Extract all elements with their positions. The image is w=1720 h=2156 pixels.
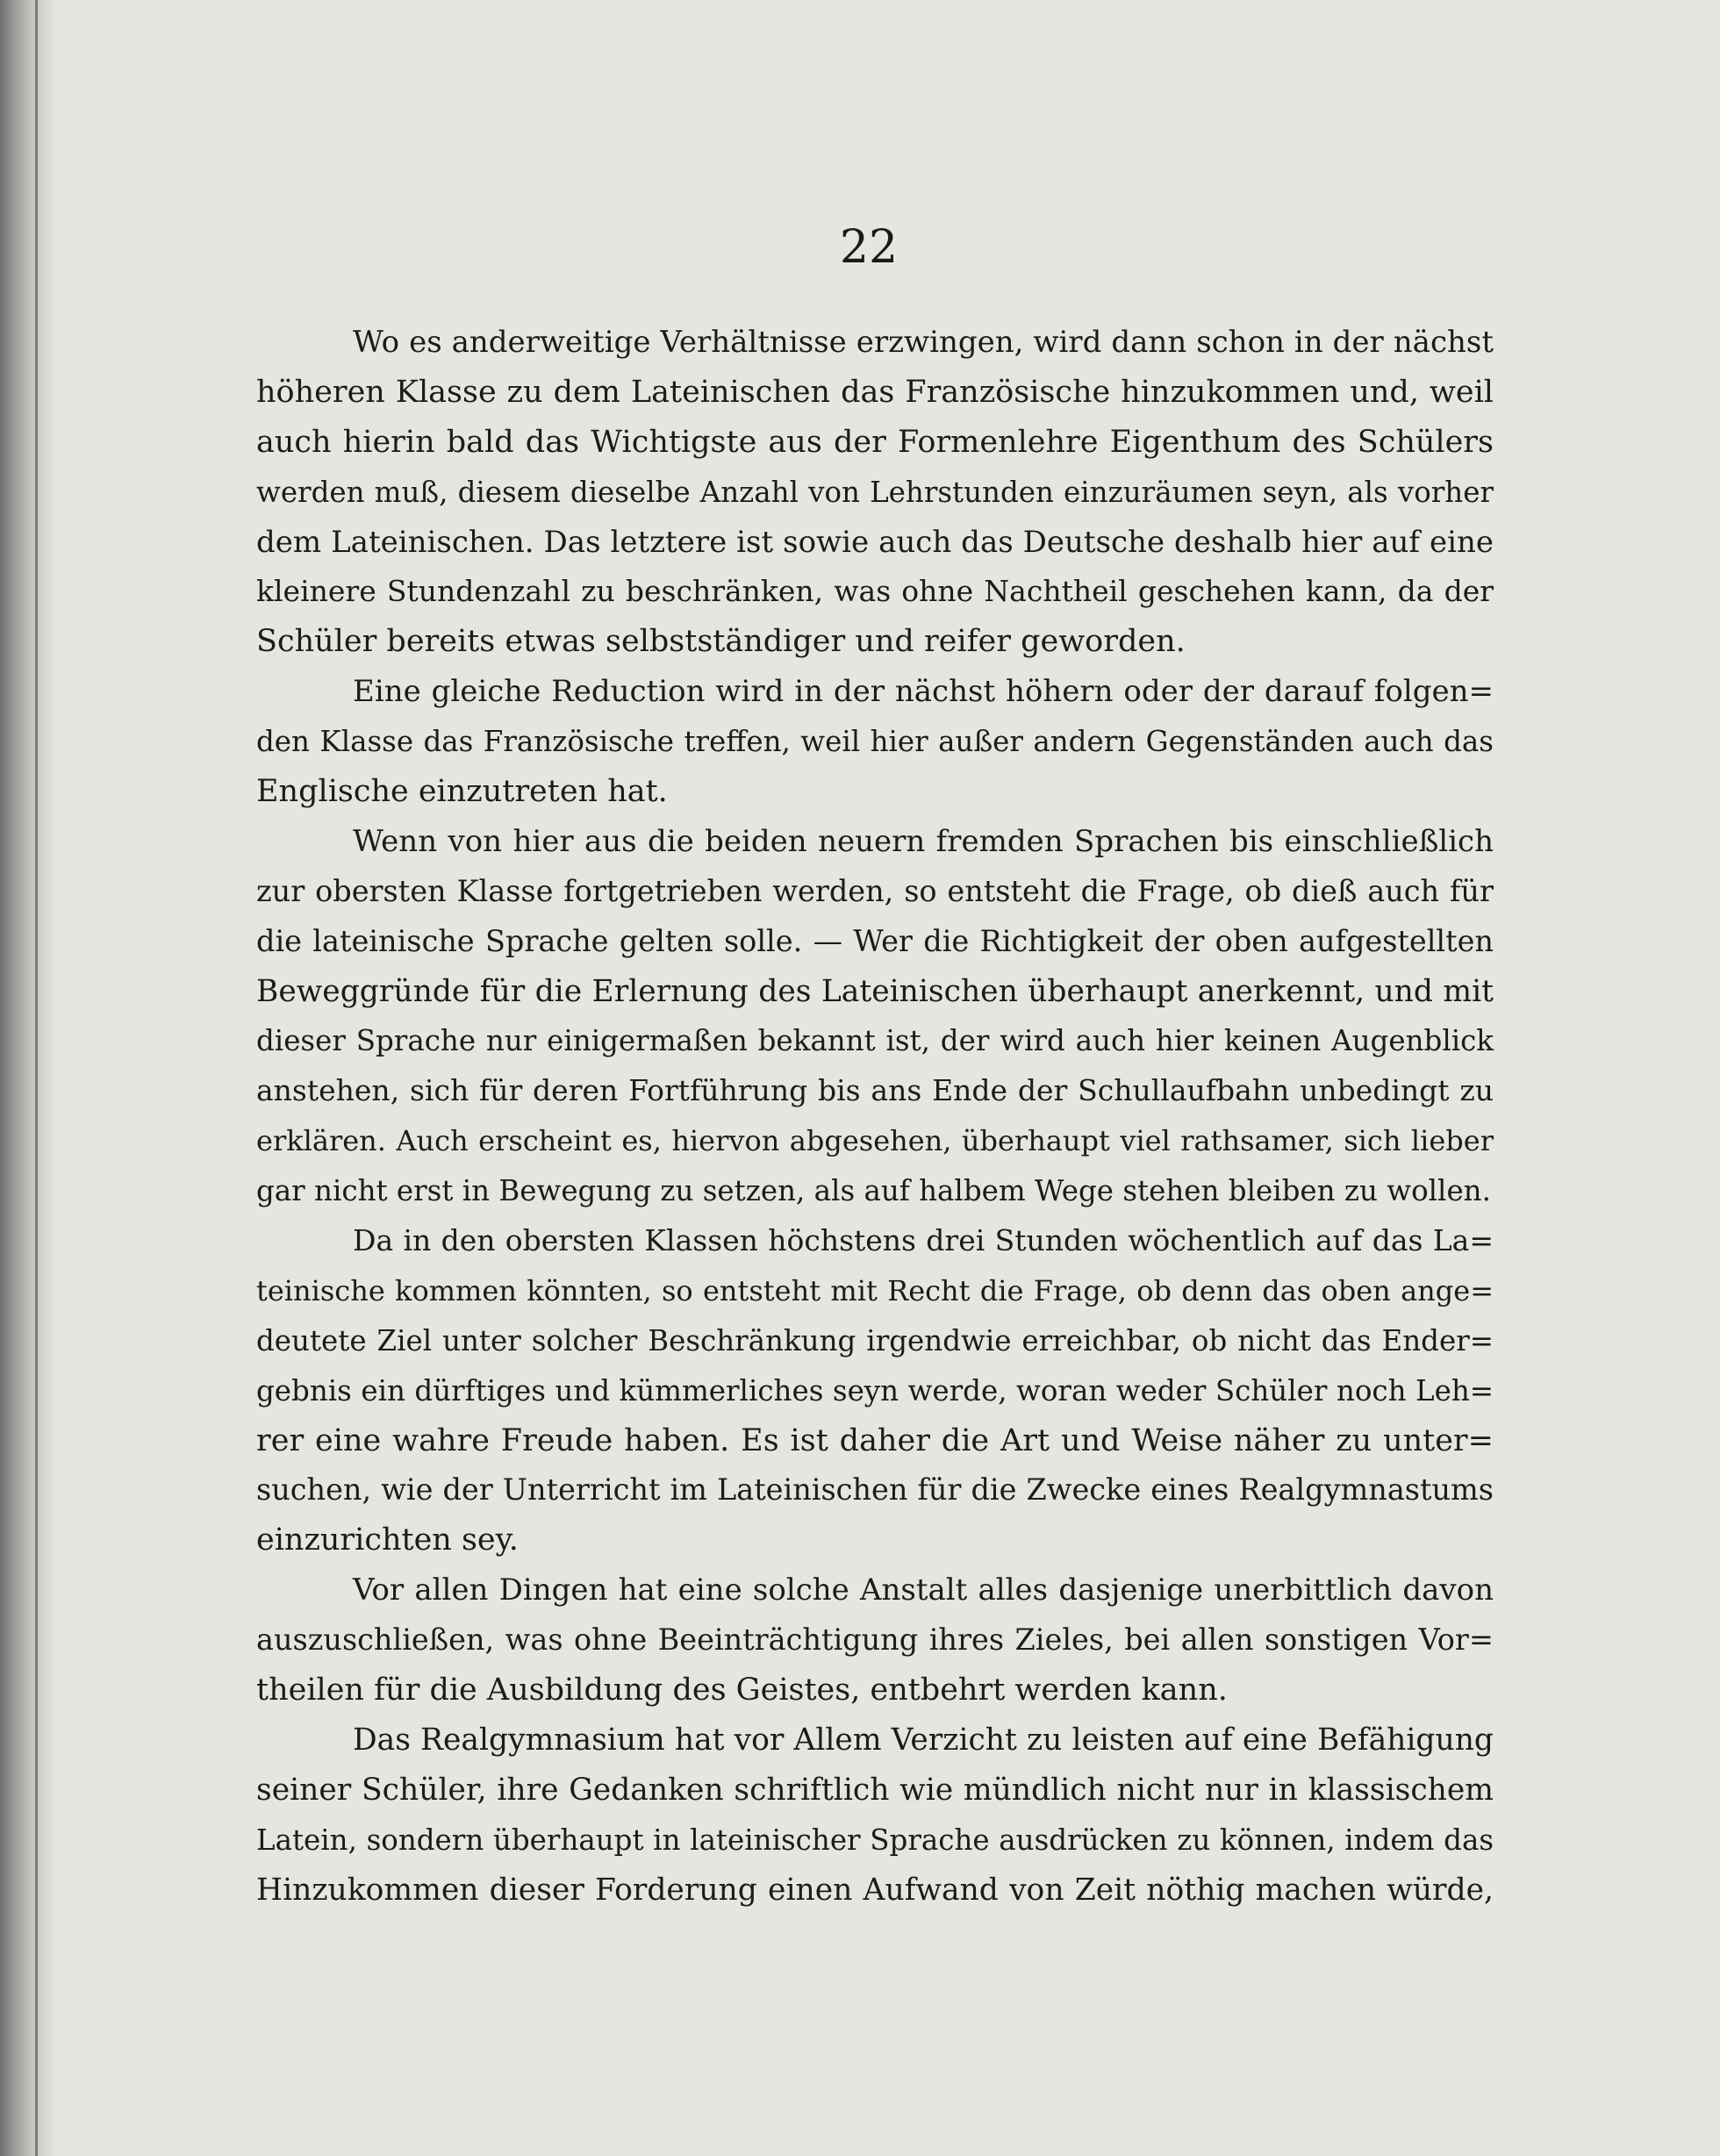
text-line: Hinzukommen dieser Forderung einen Aufwand von Zeit nöthig machen würde,: [256, 1872, 1494, 1908]
text-line: zur obersten Klasse fortgetrieben werden, so entsteht die Frage, ob dieß auch für: [256, 873, 1494, 908]
text-line: Englische einzutreten hat.: [256, 774, 668, 810]
text-line: auszuschließen, was ohne Beeinträchtigung ihres Zieles, bei allen sonstigen Vor=: [256, 1622, 1494, 1658]
text-line: Latein, sondern überhaupt in lateinischer Sprache ausdrücken zu können, indem das: [256, 1823, 1494, 1857]
text-line: gebnis ein dürftiges und kümmerliches seyn werde, woran weder Schüler noch Leh=: [256, 1373, 1494, 1407]
text-line: einzurichten sey.: [256, 1522, 519, 1558]
text-line: die lateinische Sprache gelten solle. — Wer die Richtigkeit der oben aufgestellten: [256, 923, 1494, 958]
text-line: auch hierin bald das Wichtigste aus der Formenlehre Eigenthum des Schülers: [256, 424, 1494, 460]
text-line: Beweggründe für die Erlernung des Lateinischen überhaupt anerkennt, und mit: [256, 973, 1494, 1009]
text-line: gar nicht erst in Bewegung zu setzen, als auf halbem Wege stehen bleiben zu wollen.: [256, 1174, 1491, 1208]
text-line: rer eine wahre Freude haben. Es ist daher die Art und Weise näher zu unter=: [256, 1422, 1494, 1458]
text-line: Da in den obersten Klassen höchstens drei Stunden wöchentlich auf das La=: [353, 1223, 1494, 1258]
text-line: dieser Sprache nur einigermaßen bekannt ist, der wird auch hier keinen Augenblick: [256, 1024, 1494, 1058]
body-text: [256, 318, 1494, 1916]
binding-line: [35, 0, 38, 2156]
text-line: Wenn von hier aus die beiden neuern fremden Sprachen bis einschließlich: [353, 823, 1494, 859]
page-number: 22: [839, 221, 899, 274]
text-line: den Klasse das Französische treffen, weil hier außer andern Gegenständen auch das: [256, 725, 1494, 759]
text-line: Schüler bereits etwas selbstständiger und reifer geworden.: [256, 624, 1186, 660]
text-line: Wo es anderweitige Verhältnisse erzwingen, wird dann schon in der nächst: [353, 325, 1494, 360]
text-line: werden muß, diesem dieselbe Anzahl von Lehrstunden einzuräumen seyn, als vorher: [256, 475, 1494, 509]
text-line: seiner Schüler, ihre Gedanken schriftlich wie mündlich nicht nur in klassischem: [256, 1772, 1494, 1808]
text-line: Vor allen Dingen hat eine solche Anstalt alles dasjenige unerbittlich davon: [353, 1572, 1494, 1608]
text-line: teinische kommen könnten, so entsteht mit Recht die Frage, ob denn das oben ange=: [256, 1273, 1494, 1307]
text-line: anstehen, sich für deren Fortführung bis ans Ende der Schullaufbahn unbedingt zu: [256, 1073, 1494, 1108]
text-line: höheren Klasse zu dem Lateinischen das Französische hinzukommen und, weil: [256, 374, 1494, 410]
text-line: Eine gleiche Reduction wird in der nächst höhern oder der darauf folgen=: [353, 674, 1494, 710]
text-line: erklären. Auch erscheint es, hiervon abgesehen, überhaupt viel rathsamer, sich lieber: [256, 1124, 1494, 1158]
text-line: suchen, wie der Unterricht im Lateinischen für die Zwecke eines Realgymnastums: [256, 1472, 1494, 1508]
text-line: deutete Ziel unter solcher Beschränkung irgendwie erreichbar, ob nicht das Ender=: [256, 1323, 1494, 1357]
text-line: theilen für die Ausbildung des Geistes, entbehrt werden kann.: [256, 1673, 1228, 1708]
text-line: dem Lateinischen. Das letztere ist sowie auch das Deutsche deshalb hier auf eine: [256, 524, 1494, 560]
binding-edge: [0, 0, 56, 2156]
text-line: Das Realgymnasium hat vor Allem Verzicht zu leisten auf eine Befähigung: [353, 1722, 1494, 1758]
text-line: kleinere Stundenzahl zu beschränken, was ohne Nachtheil geschehen kann, da der: [256, 574, 1494, 609]
